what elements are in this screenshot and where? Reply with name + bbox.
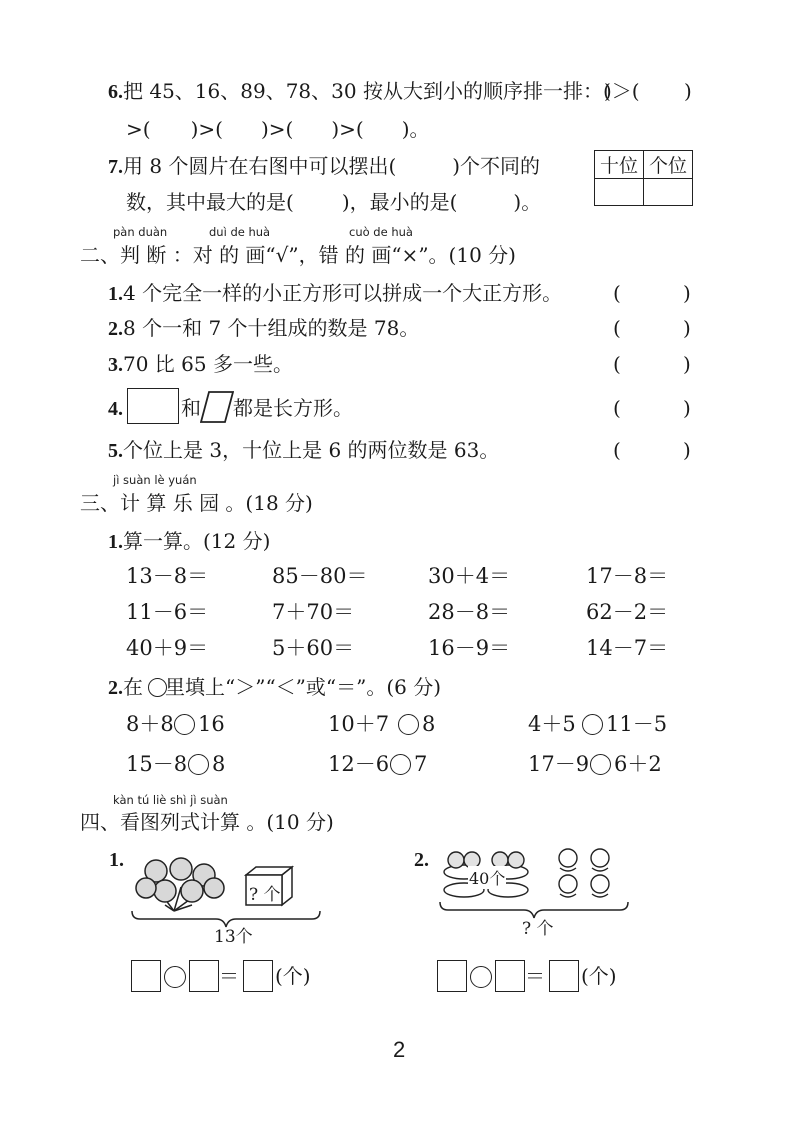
judge-item-2: 2.8 个一和 7 个十组成的数是 78。 — [108, 316, 420, 340]
q7-number: 7. — [108, 156, 123, 178]
compare-right: 7 — [414, 752, 428, 776]
compare-left: 10＋7 — [328, 712, 390, 736]
answer-box-2b[interactable] — [495, 960, 525, 992]
total-label-1: 13个 — [214, 927, 253, 947]
picture-problem-1-number: 1. — [109, 849, 124, 871]
judge-item-5: 5.个位上是 3，十位上是 6 的两位数是 63。 — [108, 438, 500, 462]
judge-answer-2-open: ( — [613, 316, 621, 340]
judge-item-4-and: 和 — [181, 396, 201, 420]
calc-expression: 5＋60＝ — [272, 636, 355, 660]
calc-expression: 14－7＝ — [586, 636, 669, 660]
compare-circle[interactable] — [398, 714, 419, 735]
compare-left: 8＋8 — [126, 712, 174, 736]
tens-header: 十位 — [595, 151, 644, 179]
judge-answer-1-close: ) — [683, 281, 691, 305]
calc-expression: 16－9＝ — [428, 636, 511, 660]
compare-circle[interactable] — [390, 754, 411, 775]
compare-circle[interactable] — [590, 754, 611, 775]
q6-text: 把 45、16、89、78、30 按从大到小的顺序排一排：( — [123, 79, 611, 103]
judge-item-1: 1.4 个完全一样的小正方形可以拼成一个大正方形。 — [108, 281, 563, 305]
section2-pinyin-3: cuò de huà — [349, 225, 413, 239]
judge-answer-3-open: ( — [613, 352, 621, 376]
unit-label-1: (个) — [275, 964, 311, 988]
total-label-2: ? 个 — [522, 919, 554, 939]
rectangle-shape — [127, 388, 179, 424]
answer-box-1a[interactable] — [131, 960, 161, 992]
compare-right: 11－5 — [606, 712, 668, 736]
calc-expression: 62－2＝ — [586, 600, 669, 624]
answer-box-1c[interactable] — [243, 960, 273, 992]
compare-circle[interactable] — [582, 714, 603, 735]
box-label: ? 个 — [249, 885, 281, 905]
judge-item-3: 3.70 比 65 多一些。 — [108, 352, 293, 376]
q6-blank-2-close: ) — [684, 79, 692, 103]
compare-right: 16 — [198, 712, 225, 736]
judge-answer-1-open: ( — [613, 281, 621, 305]
picture-problem-2-number: 2. — [414, 849, 429, 871]
compare-circle[interactable] — [188, 754, 209, 775]
compare-right: 8 — [422, 712, 436, 736]
equals-sign-1: ＝ — [219, 964, 239, 988]
q7-line2: 数，其中最大的是( )，最小的是( )。 — [126, 190, 542, 214]
parallelogram-shape — [200, 390, 234, 424]
section3-pinyin: jì suàn lè yuán — [113, 473, 197, 487]
compare-left: 15－8 — [126, 752, 188, 776]
equals-sign-2: ＝ — [525, 964, 545, 988]
calc-sub2-title: 2.在 里填上“＞”“＜”或“＝”。(6 分) — [108, 675, 442, 699]
answer-box-2a[interactable] — [437, 960, 467, 992]
compare-right: 6＋2 — [614, 752, 662, 776]
calc-expression: 11－6＝ — [126, 600, 209, 624]
section2-pinyin-1: pàn duàn — [113, 225, 168, 239]
basket-label: 40个 — [468, 866, 506, 889]
operator-circle-2[interactable] — [470, 966, 492, 988]
place-value-table — [594, 150, 693, 206]
judge-answer-5-open: ( — [613, 438, 621, 462]
section4-title: 四、看图列式计算 。(10 分) — [80, 810, 334, 834]
calc-expression: 17－8＝ — [586, 564, 669, 588]
q7-line1: 7.用 8 个圆片在右图中可以摆出( )个不同的 — [108, 154, 541, 178]
q6-number: 6. — [108, 81, 123, 103]
operator-circle-1[interactable] — [164, 966, 186, 988]
section3-title: 三、计 算 乐 园 。(18 分) — [80, 491, 313, 515]
title-circle-icon — [148, 678, 167, 697]
compare-left: 4＋5 — [528, 712, 576, 736]
answer-box-1b[interactable] — [189, 960, 219, 992]
calc-sub1-title: 1.算一算。(12 分) — [108, 529, 271, 553]
judge-item-4-text: 都是长方形。 — [233, 396, 353, 420]
compare-circle[interactable] — [174, 714, 195, 735]
judge-answer-5-close: ) — [683, 438, 691, 462]
ones-cell[interactable] — [644, 179, 693, 206]
q6-blank-1-close: )＞( — [604, 79, 640, 103]
ones-header: 个位 — [644, 151, 693, 179]
calc-expression: 40＋9＝ — [126, 636, 209, 660]
judge-item-4: 4. — [108, 398, 123, 420]
fruit-baskets-figure — [436, 842, 636, 922]
page-number: 2 — [393, 1037, 406, 1062]
judge-answer-2-close: ) — [683, 316, 691, 340]
calc-expression: 28－8＝ — [428, 600, 511, 624]
section4-pinyin: kàn tú liè shì jì suàn — [113, 793, 228, 807]
tens-cell[interactable] — [595, 179, 644, 206]
q6-line1 — [108, 79, 611, 104]
judge-answer-4-open: ( — [613, 396, 621, 420]
unit-label-2: (个) — [581, 964, 617, 988]
section2-pinyin-2: duì de huà — [209, 225, 271, 239]
judge-answer-3-close: ) — [683, 352, 691, 376]
compare-left: 12－6 — [328, 752, 390, 776]
calc-expression: 30＋4＝ — [428, 564, 511, 588]
calc-expression: 13－8＝ — [126, 564, 209, 588]
calc-expression: 85－80＝ — [272, 564, 368, 588]
q6-line2: >( )>( )>( )>( )。 — [126, 117, 430, 141]
section2-title: 二、判 断 ：对 的 画“√”，错 的 画“×”。(10 分) — [80, 243, 516, 267]
compare-left: 17－9 — [528, 752, 590, 776]
judge-answer-4-close: ) — [683, 396, 691, 420]
answer-box-2c[interactable] — [549, 960, 579, 992]
compare-right: 8 — [212, 752, 226, 776]
calc-expression: 7＋70＝ — [272, 600, 355, 624]
